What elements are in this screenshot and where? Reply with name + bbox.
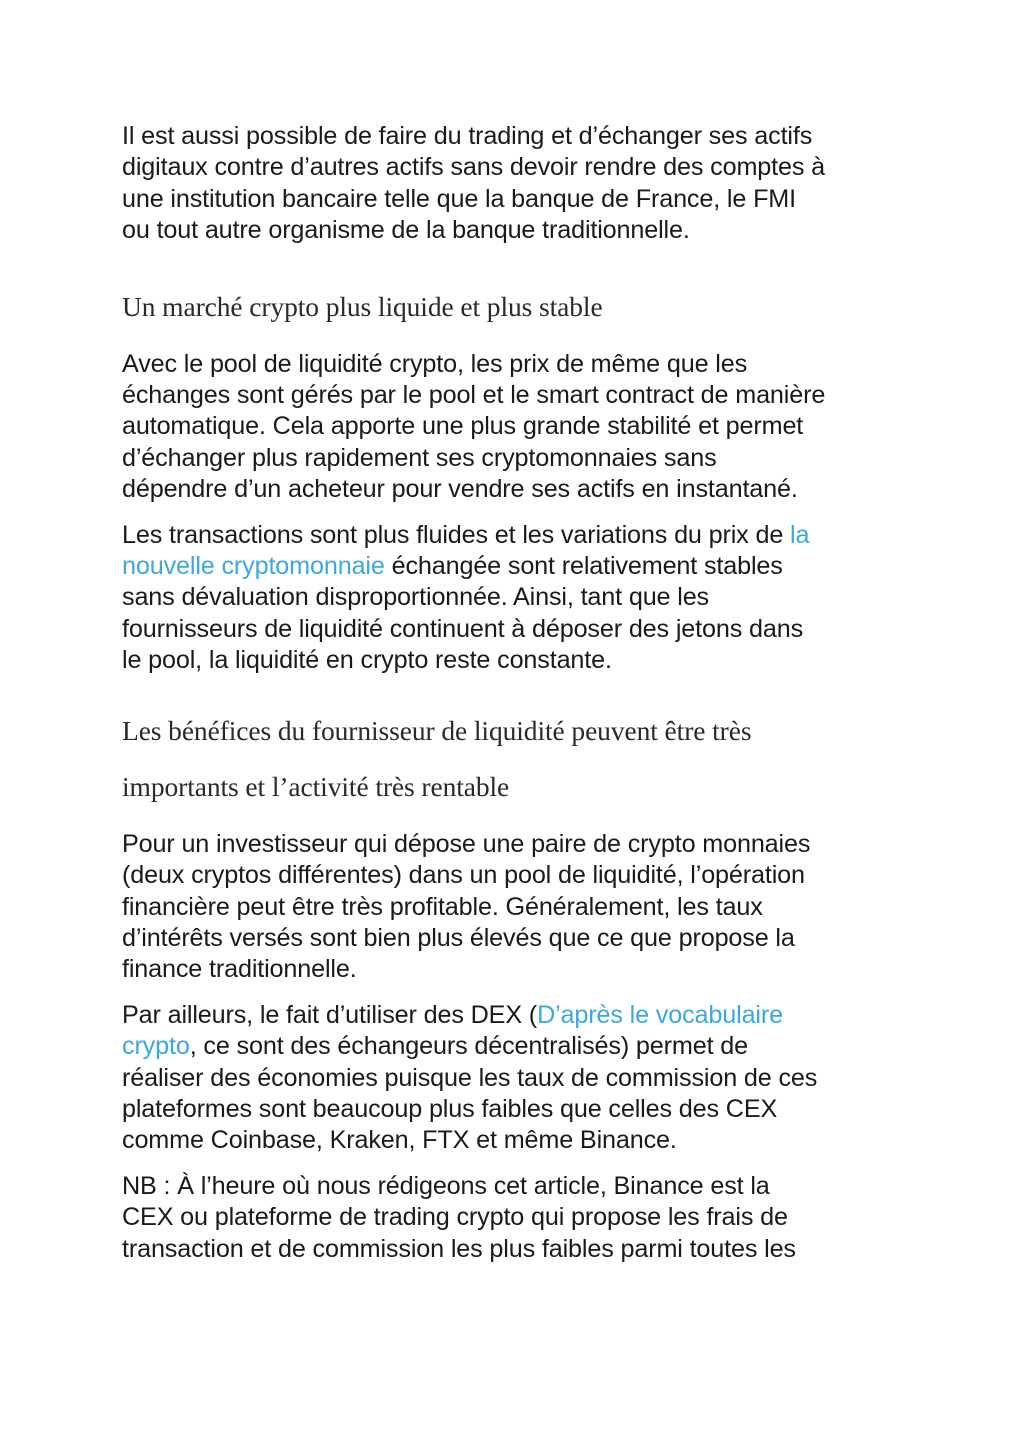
- new-cryptocurrency-link[interactable]: la: [790, 520, 810, 549]
- heading-line: importants et l’activité très rentable: [122, 770, 510, 802]
- text-span: Par ailleurs, le fait d’utiliser des DEX (: [122, 1000, 538, 1029]
- paragraph-investor: [122, 829, 912, 986]
- text-line: CEX ou plateforme de trading crypto qui propose les frais de: [122, 1203, 788, 1232]
- section-heading-provider-benefits: [122, 703, 912, 815]
- paragraph-liquidity-pool: [122, 349, 912, 506]
- text-line: d’intérêts versés sont bien plus élevés que ce que propose la: [122, 923, 795, 952]
- paragraph-note: [122, 1171, 912, 1265]
- text-line: (deux cryptos différentes) dans un pool de liquidité, l’opération: [122, 861, 805, 890]
- text-line: Pour un investisseur qui dépose une paire de crypto monnaies: [122, 829, 811, 858]
- text-line: automatique. Cela apporte une plus grande stabilité et permet: [122, 412, 804, 441]
- text-line: [122, 551, 912, 582]
- text-line: [122, 1000, 912, 1031]
- text-line: plateformes sont beaucoup plus faibles que celles des CEX: [122, 1094, 778, 1123]
- text-line: échanges sont gérés par le pool et le smart contract de manière: [122, 381, 826, 410]
- text-span: échangée sont relativement stables: [384, 552, 783, 581]
- heading-line: Un marché crypto plus liquide et plus stable: [122, 290, 603, 322]
- new-cryptocurrency-link[interactable]: nouvelle cryptomonnaie: [122, 552, 385, 581]
- section-heading-liquid-market: [122, 279, 912, 335]
- text-line: ou tout autre organisme de la banque traditionnelle.: [122, 216, 690, 245]
- text-line: une institution bancaire telle que la banque de France, le FMI: [122, 184, 796, 213]
- text-span: , ce sont des échangeurs décentralisés) permet de: [189, 1032, 748, 1061]
- text-line: financière peut être très profitable. Généralement, les taux: [122, 892, 763, 921]
- paragraph-transactions: [122, 520, 912, 677]
- text-line: d’échanger plus rapidement ses cryptomonnaies sans: [122, 443, 717, 472]
- text-line: transaction et de commission les plus faibles parmi toutes les: [122, 1234, 796, 1263]
- text-line: fournisseurs de liquidité continuent à déposer des jetons dans: [122, 614, 804, 643]
- paragraph-intro: [122, 121, 912, 247]
- text-line: digitaux contre d’autres actifs sans devoir rendre des comptes à: [122, 153, 826, 182]
- text-line: [122, 520, 912, 551]
- text-line: dépendre d’un acheteur pour vendre ses actifs en instantané.: [122, 475, 798, 504]
- text-line: sans dévaluation disproportionnée. Ainsi, tant que les: [122, 583, 710, 612]
- text-line: Avec le pool de liquidité crypto, les prix de même que les: [122, 349, 748, 378]
- text-line: finance traditionnelle.: [122, 955, 357, 984]
- paragraph-dex: [122, 1000, 912, 1157]
- text-line: NB : À l’heure où nous rédigeons cet article, Binance est la: [122, 1171, 770, 1200]
- crypto-vocabulary-link[interactable]: crypto: [122, 1032, 190, 1061]
- text-line: réaliser des économies puisque les taux de commission de ces: [122, 1063, 818, 1092]
- text-line: le pool, la liquidité en crypto reste constante.: [122, 646, 612, 675]
- text-line: [122, 1031, 912, 1062]
- crypto-vocabulary-link[interactable]: D’après le vocabulaire: [537, 1000, 783, 1029]
- article-page: [122, 121, 912, 1279]
- heading-line: Les bénéfices du fournisseur de liquidité peuvent être très: [122, 714, 752, 746]
- text-span: Les transactions sont plus fluides et les variations du prix de: [122, 520, 791, 549]
- text-line: Il est aussi possible de faire du trading et d’échanger ses actifs: [122, 122, 813, 150]
- text-line: comme Coinbase, Kraken, FTX et même Binance.: [122, 1126, 677, 1155]
